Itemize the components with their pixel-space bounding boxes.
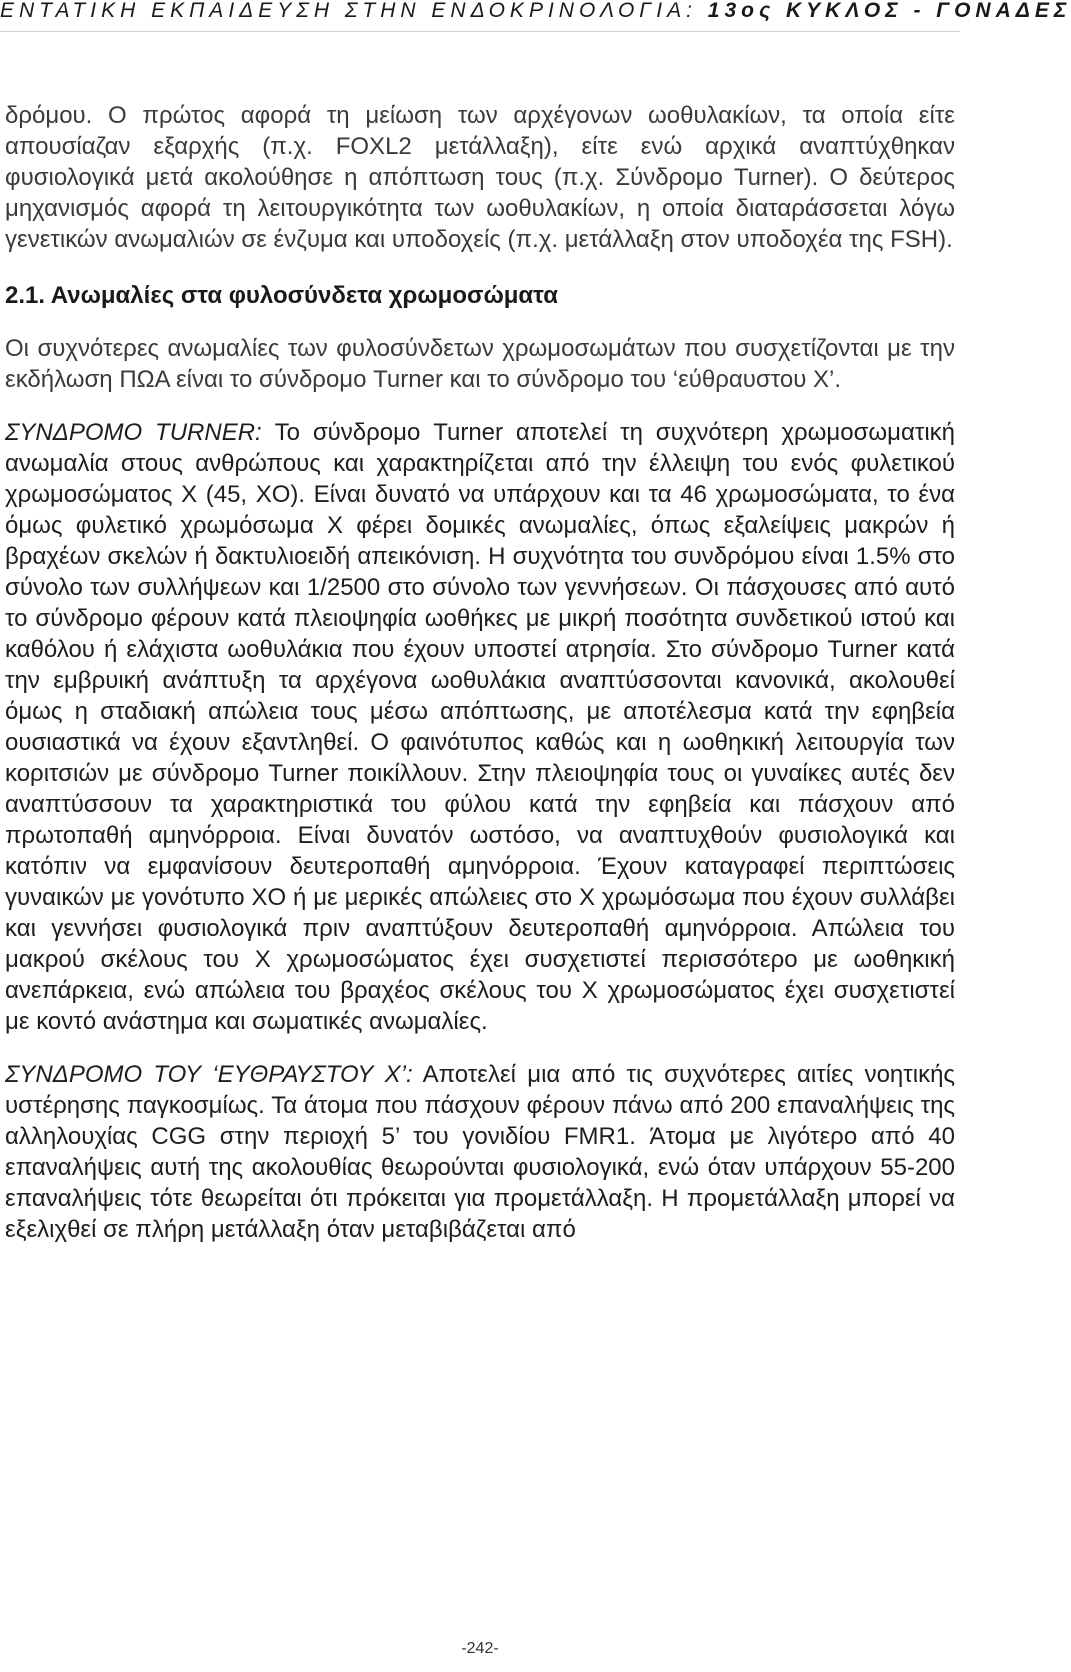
running-header	[0, 0, 1071, 22]
header-rule	[0, 31, 960, 32]
header-title: ΕΝΤΑΤΙΚΗ ΕΚΠΑΙΔΕΥΣΗ ΣΤΗΝ ΕΝΔΟΚΡΙΝΟΛΟΓΙΑ:	[0, 0, 708, 22]
fragile-x-term: ΣΥΝΔΡΟΜΟ ΤΟΥ ‘ΕΥΘΡΑΥΣΤΟΥ Χ’:	[5, 1061, 413, 1088]
turner-text: Το σύνδρομο Turner αποτελεί τη συχνότερη χρωμοσωματική ανωμαλία στους ανθρώπους και χαρακτηρίζεται από την έλλειψη του ενός φυλετικού χρωμοσώματος Χ (45, ΧΟ). Είναι δυνατό να υπάρχουν και τα 46 χρωμοσώματα, το ένα όμως φυλετικό χρωμόσωμα Χ φέρει δομικές ανωμαλίες, όπως εξαλείψεις μακρών ή βραχέων σκελών ή δακτυλιοειδή απεικόνιση. Η συχνότητα του συνδρόμου είναι 1.5% στο σύνολο των συλλήψεων και 1/2500 στο σύνολο των γεννήσεων. Οι πάσχουσες από αυτό το σύνδρομο φέρουν κατά πλειοψηφία ωοθήκες με μικρή ποσότητα συνδετικού ιστού και καθόλου ή ελάχιστα ωοθυλάκια που έχουν υποστεί ατρησία. Στο σύνδρομο Turner κατά την εμβρυική ανάπτυξη τα αρχέγονα ωοθυλάκια αναπτύσσονται κανονικά, ακολουθεί όμως η σταδιακή απώλεια τους μέσω απόπτωσης, με αποτέλεσμα κατά την εφηβεία ουσιαστικά να έχουν εξαντληθεί. Ο φαινότυπος καθώς και η ωοθηκική λειτουργία των κοριτσιών με σύνδρομο Turner ποικίλλουν. Στην πλειοψηφία τους οι γυναίκες αυτές δεν αναπτύσσουν τα χαρακτηριστικά του φύλου κατά την εφηβεία και πάσχουν από πρωτοπαθή αμηνόρροια. Είναι δυνατόν ωστόσο, να αναπτυχθούν φυσιολογικά και κατόπιν να εμφανίσουν δευτεροπαθή αμηνόρροια. Έχουν καταγραφεί περιπτώσεις γυναικών με γονότυπο ΧΟ ή με μερικές απώλειες στο Χ χρωμόσωμα που έχουν συλλάβει και γεννήσει φυσιολογικά πριν αναπτύξουν δευτεροπαθή αμηνόρροια. Απώλεια του μακρού σκέλους του Χ χρωμοσώματος έχει συσχετιστεί περισσότερο με ωοθηκική ανεπάρκεια, ενώ απώλεια του βραχέος σκέλους του Χ χρωμοσώματος έχει συσχετιστεί με κοντό ανάστημα και σωματικές ανωμαλίες.	[5, 419, 955, 1035]
fragile-x-text: Αποτελεί μια από τις συχνότερες αιτίες νοητικής υστέρησης παγκοσμίως. Τα άτομα που πάσχουν φέρουν πάνω από 200 επαναλήψεις της αλληλουχίας CGG στην περιοχή 5’ του γονιδίου FMR1. Άτομα με λιγότερο από 40 επαναλήψεις αυτή της ακολουθίας θεωρούνται φυσιολογικά, ενώ όταν υπάρχουν 55-200 επαναλήψεις τότε θεωρείται ότι πρόκειται για προμετάλλαξη. Η προμετάλλαξη μπορεί να εξελιχθεί σε πλήρη μετάλλαξη όταν μεταβιβάζεται από	[5, 1061, 955, 1243]
section-heading: 2.1. Ανωμαλίες στα φυλοσύνδετα χρωμοσώματα	[5, 282, 558, 309]
page-number: -242-	[461, 1640, 499, 1657]
turner-paragraph	[5, 417, 955, 1037]
fragile-x-paragraph	[5, 1059, 955, 1245]
page-content	[5, 100, 955, 1245]
turner-term: ΣΥΝΔΡΟΜΟ TURNER:	[5, 419, 262, 446]
section-paragraph: Οι συχνότερες ανωμαλίες των φυλοσύνδετων χρωμοσωμάτων που συσχετίζονται με την εκδήλωση ΠΩΑ είναι το σύνδρομο Turner και το σύνδρομο του ‘εύθραυστου Χ’.	[5, 335, 955, 393]
intro-paragraph: δρόμου. Ο πρώτος αφορά τη μείωση των αρχέγονων ωοθυλακίων, τα οποία είτε απουσίαζαν εξαρχής (π.χ. FOXL2 μετάλλαξη), είτε ενώ αρχικά αναπτύχθηκαν φυσιολογικά μετά ακολούθησε η απόπτωση τους (π.χ. Σύνδρομο Turner). Ο δεύτερος μηχανισμός αφορά τη λειτουργικότητα των ωοθυλακίων, η οποία διαταράσσεται λόγω γενετικών ανωμαλιών σε ένζυμα και υποδοχείς (π.χ. μετάλλαξη στον υποδοχέα της FSH).	[5, 102, 955, 253]
header-cycle: 13ος ΚΥΚΛΟΣ - ΓΟΝΑΔΕΣ	[707, 0, 1071, 22]
